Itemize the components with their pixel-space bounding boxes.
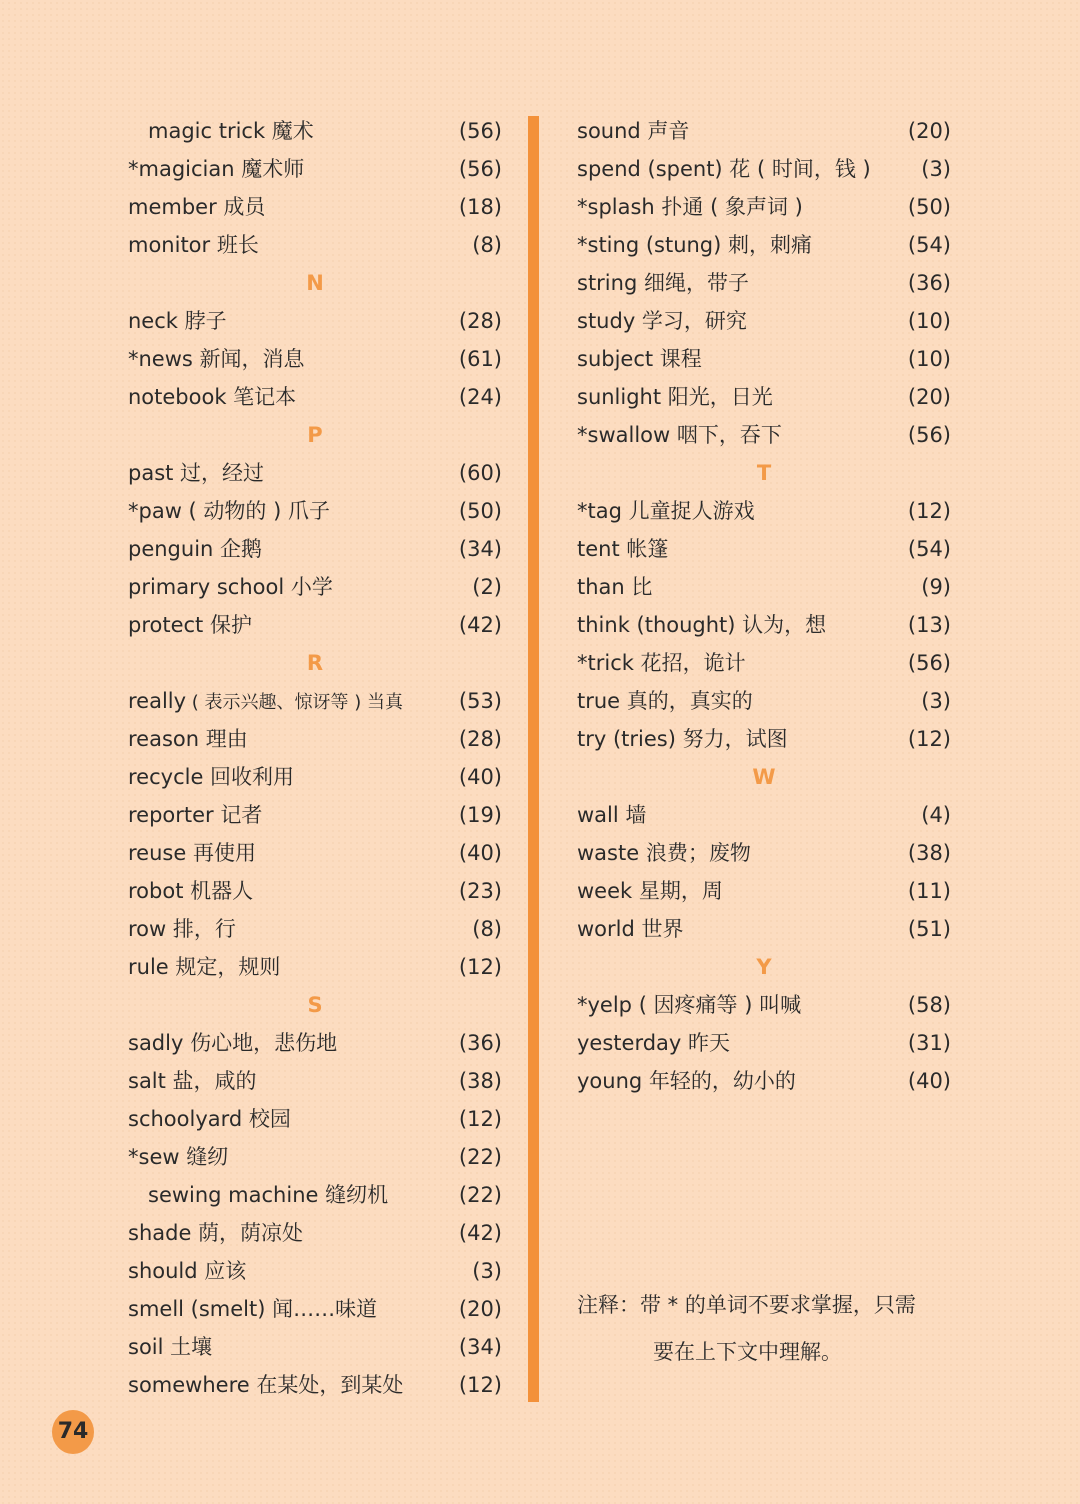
glossary-entry xyxy=(577,416,951,454)
entry-term: world 世界 xyxy=(577,917,684,941)
entry-word xyxy=(577,112,689,150)
glossary-entry xyxy=(577,112,951,150)
entry-term: schoolyard 校园 xyxy=(128,1107,291,1131)
entry-word xyxy=(128,758,294,796)
entry-page-ref: (50) xyxy=(458,499,502,523)
entry-word xyxy=(128,1214,303,1252)
entry-word xyxy=(577,150,871,188)
glossary-entry xyxy=(128,1328,502,1366)
entry-term: primary school 小学 xyxy=(128,575,333,599)
entry-term: young 年轻的，幼小的 xyxy=(577,1069,796,1093)
entry-term: magic trick 魔术 xyxy=(148,119,314,143)
column-divider xyxy=(528,116,539,1402)
glossary-entry xyxy=(577,834,951,872)
glossary-entry xyxy=(577,188,951,226)
entry-term: string 细绳，带子 xyxy=(577,271,749,295)
glossary-entry xyxy=(577,530,951,568)
section-letter: R xyxy=(306,651,324,675)
entry-word xyxy=(577,302,747,340)
footnote-line-1: 注释：带 * 的单词不要求掌握，只需 xyxy=(577,1293,916,1317)
entry-page-ref: (61) xyxy=(458,347,502,371)
entry-page-ref: (34) xyxy=(458,1335,502,1359)
entry-term: row 排，行 xyxy=(128,917,236,941)
glossary-entry xyxy=(577,644,951,682)
entry-term: *magician 魔术师 xyxy=(128,157,305,181)
entry-word xyxy=(128,530,262,568)
entry-word xyxy=(128,492,330,530)
entry-page-ref: (12) xyxy=(907,499,951,523)
entry-word xyxy=(577,986,801,1024)
entry-word xyxy=(577,872,723,910)
entry-term: really xyxy=(128,689,187,713)
entry-page-ref: (10) xyxy=(907,347,951,371)
entry-term: past 过，经过 xyxy=(128,461,265,485)
entry-word xyxy=(128,872,253,910)
glossary-entry xyxy=(128,188,502,226)
entry-page-ref: (42) xyxy=(458,1221,502,1245)
glossary-entry xyxy=(128,378,502,416)
entry-page-ref: (40) xyxy=(458,841,502,865)
entry-page-ref: (18) xyxy=(458,195,502,219)
entry-word xyxy=(577,1024,730,1062)
entry-page-ref: (22) xyxy=(458,1145,502,1169)
entry-term: should 应该 xyxy=(128,1259,247,1283)
entry-word xyxy=(128,1366,403,1404)
entry-page-ref: (60) xyxy=(458,461,502,485)
entry-page-ref: (3) xyxy=(472,1259,502,1283)
glossary-entry xyxy=(128,606,502,644)
entry-term: week 星期，周 xyxy=(577,879,723,903)
entry-term: protect 保护 xyxy=(128,613,252,637)
glossary-entry xyxy=(128,1062,502,1100)
entry-term: *tag 儿童捉人游戏 xyxy=(577,499,755,523)
entry-term: smell (smelt) 闻……味道 xyxy=(128,1297,378,1321)
entry-word xyxy=(128,606,252,644)
entry-term: wall 墙 xyxy=(577,803,647,827)
entry-page-ref: (40) xyxy=(458,765,502,789)
entry-word xyxy=(577,530,668,568)
entry-word xyxy=(128,340,305,378)
entry-page-ref: (12) xyxy=(458,1107,502,1131)
entry-word xyxy=(128,796,262,834)
entry-term: recycle 回收利用 xyxy=(128,765,295,789)
glossary-entry xyxy=(128,492,502,530)
entry-word xyxy=(128,1138,228,1176)
entry-word xyxy=(128,568,333,606)
entry-term: notebook 笔记本 xyxy=(128,385,297,409)
entry-word xyxy=(577,644,746,682)
glossary-entry xyxy=(128,1252,502,1290)
entry-word xyxy=(577,378,773,416)
glossary-entry xyxy=(577,986,951,1024)
glossary-entry xyxy=(577,720,951,758)
entry-page-ref: (50) xyxy=(907,195,951,219)
entry-page-ref: (42) xyxy=(458,613,502,637)
entry-page-ref: (12) xyxy=(907,727,951,751)
glossary-entry xyxy=(577,302,951,340)
glossary-entry xyxy=(577,1024,951,1062)
glossary-entry xyxy=(128,226,502,264)
entry-term: *trick 花招，诡计 xyxy=(577,651,746,675)
glossary-entry xyxy=(128,834,502,872)
entry-page-ref: (38) xyxy=(907,841,951,865)
entry-page-ref: (38) xyxy=(458,1069,502,1093)
glossary-entry xyxy=(128,682,502,720)
entry-page-ref: (23) xyxy=(458,879,502,903)
entry-term: salt 盐，咸的 xyxy=(128,1069,257,1093)
entry-page-ref: (56) xyxy=(458,119,502,143)
entry-page-ref: (11) xyxy=(907,879,951,903)
entry-page-ref: (12) xyxy=(458,955,502,979)
entry-page-ref: (51) xyxy=(907,917,951,941)
glossary-entry xyxy=(577,150,951,188)
entry-term: sound 声音 xyxy=(577,119,690,143)
entry-term: somewhere 在某处，到某处 xyxy=(128,1373,404,1397)
entry-word xyxy=(577,910,684,948)
glossary-entry xyxy=(577,910,951,948)
entry-page-ref: (2) xyxy=(472,575,502,599)
entry-word xyxy=(128,1024,337,1062)
entry-page-ref: (36) xyxy=(458,1031,502,1055)
glossary-entry xyxy=(128,340,502,378)
entry-term: think (thought) 认为，想 xyxy=(577,613,827,637)
entry-word xyxy=(128,302,227,340)
glossary-entry xyxy=(577,340,951,378)
entry-term: rule 规定，规则 xyxy=(128,955,281,979)
entry-page-ref: (19) xyxy=(458,803,502,827)
glossary-entry xyxy=(128,150,502,188)
entry-word xyxy=(577,720,788,758)
entry-page-ref: (3) xyxy=(921,157,951,181)
glossary-entry xyxy=(128,1024,502,1062)
glossary-entry xyxy=(577,378,951,416)
entry-page-ref: (20) xyxy=(458,1297,502,1321)
left-column xyxy=(128,112,502,1404)
glossary-entry xyxy=(577,492,951,530)
glossary-entry xyxy=(128,1176,502,1214)
entry-page-ref: (28) xyxy=(458,727,502,751)
entry-word xyxy=(128,150,304,188)
entry-word xyxy=(577,568,652,606)
entry-page-ref: (10) xyxy=(907,309,951,333)
entry-word xyxy=(577,340,702,378)
entry-term: shade 荫，荫凉处 xyxy=(128,1221,304,1245)
section-letter: Y xyxy=(756,955,772,979)
entry-word xyxy=(128,226,259,264)
section-letter: W xyxy=(752,765,776,789)
entry-term: *news 新闻，消息 xyxy=(128,347,305,371)
entry-term: soil 土壤 xyxy=(128,1335,213,1359)
entry-word xyxy=(128,378,296,416)
entry-word xyxy=(128,720,248,758)
entry-word xyxy=(128,834,256,872)
entry-page-ref: (31) xyxy=(907,1031,951,1055)
glossary-entry xyxy=(128,1100,502,1138)
glossary-entry xyxy=(128,530,502,568)
entry-term: monitor 班长 xyxy=(128,233,259,257)
entry-term: waste 浪费；废物 xyxy=(577,841,751,865)
entry-page-ref: (56) xyxy=(458,157,502,181)
entry-page-ref: (54) xyxy=(907,537,951,561)
entry-term: true 真的，真实的 xyxy=(577,689,753,713)
glossary-entry xyxy=(577,1062,951,1100)
entry-word xyxy=(577,226,812,264)
glossary-entry xyxy=(128,1138,502,1176)
glossary-entry xyxy=(577,872,951,910)
entry-word xyxy=(128,1252,246,1290)
entry-page-ref: (9) xyxy=(921,575,951,599)
glossary-entry xyxy=(128,720,502,758)
entry-page-ref: (3) xyxy=(921,689,951,713)
entry-page-ref: (24) xyxy=(458,385,502,409)
glossary-entry xyxy=(128,454,502,492)
entry-word xyxy=(128,682,403,722)
entry-word xyxy=(128,188,265,226)
glossary-entry xyxy=(128,568,502,606)
glossary-entry xyxy=(128,948,502,986)
entry-term: reason 理由 xyxy=(128,727,248,751)
entry-page-ref: (34) xyxy=(458,537,502,561)
page-number-badge: 74 xyxy=(52,1410,94,1454)
entry-word xyxy=(577,264,749,302)
entry-page-ref: (56) xyxy=(907,423,951,447)
entry-term: yesterday 昨天 xyxy=(577,1031,731,1055)
right-column xyxy=(577,112,951,1100)
entry-word xyxy=(577,188,803,226)
glossary-entry xyxy=(577,682,951,720)
entry-term: *sting (stung) 刺，刺痛 xyxy=(577,233,813,257)
section-letter: S xyxy=(307,993,323,1017)
glossary-entry xyxy=(577,226,951,264)
entry-page-ref: (28) xyxy=(458,309,502,333)
glossary-entry xyxy=(128,112,502,150)
entry-term: *swallow 咽下，吞下 xyxy=(577,423,782,447)
glossary-entry xyxy=(577,606,951,644)
entry-page-ref: (13) xyxy=(907,613,951,637)
entry-word-note: ( 表示兴趣、惊讶等 ) 当真 xyxy=(186,692,403,713)
section-letter: T xyxy=(756,461,772,485)
entry-word xyxy=(577,834,751,872)
section-letter: N xyxy=(306,271,324,295)
entry-word xyxy=(128,1290,377,1328)
entry-word xyxy=(128,1328,212,1366)
entry-word xyxy=(128,454,264,492)
entry-term: study 学习，研究 xyxy=(577,309,747,333)
entry-term: sadly 伤心地，悲伤地 xyxy=(128,1031,338,1055)
entry-term: member 成员 xyxy=(128,195,266,219)
glossary-entry xyxy=(577,568,951,606)
glossary-entry xyxy=(128,1214,502,1252)
entry-word xyxy=(148,1176,388,1214)
entry-term: spend (spent) 花 ( 时间，钱 ) xyxy=(577,157,871,181)
glossary-entry xyxy=(128,872,502,910)
entry-term: reuse 再使用 xyxy=(128,841,256,865)
entry-page-ref: (58) xyxy=(907,993,951,1017)
entry-term: *paw ( 动物的 ) 爪子 xyxy=(128,499,330,523)
entry-word xyxy=(128,948,280,986)
entry-page-ref: (4) xyxy=(921,803,951,827)
entry-word xyxy=(577,492,755,530)
glossary-entry xyxy=(128,796,502,834)
entry-page-ref: (20) xyxy=(907,385,951,409)
entry-page-ref: (22) xyxy=(458,1183,502,1207)
entry-term: *sew 缝纫 xyxy=(128,1145,229,1169)
entry-page-ref: (20) xyxy=(907,119,951,143)
entry-page-ref: (8) xyxy=(472,233,502,257)
entry-term: sunlight 阳光，日光 xyxy=(577,385,773,409)
entry-term: try (tries) 努力，试图 xyxy=(577,727,788,751)
entry-word xyxy=(577,606,826,644)
entry-word xyxy=(577,416,782,454)
entry-word xyxy=(148,112,314,150)
entry-word xyxy=(128,1100,291,1138)
entry-page-ref: (36) xyxy=(907,271,951,295)
glossary-entry xyxy=(128,758,502,796)
entry-term: sewing machine 缝纫机 xyxy=(148,1183,389,1207)
entry-word xyxy=(577,1062,796,1100)
entry-term: neck 脖子 xyxy=(128,309,227,333)
glossary-entry xyxy=(577,796,951,834)
entry-page-ref: (54) xyxy=(907,233,951,257)
entry-page-ref: (12) xyxy=(458,1373,502,1397)
entry-word xyxy=(128,910,236,948)
entry-term: robot 机器人 xyxy=(128,879,254,903)
section-letter: P xyxy=(307,423,323,447)
entry-term: subject 课程 xyxy=(577,347,702,371)
entry-page-ref: (8) xyxy=(472,917,502,941)
entry-term: *splash 扑通 ( 象声词 ) xyxy=(577,195,803,219)
entry-term: penguin 企鹅 xyxy=(128,537,263,561)
glossary-entry xyxy=(577,264,951,302)
entry-page-ref: (40) xyxy=(907,1069,951,1093)
entry-word xyxy=(128,1062,257,1100)
glossary-entry xyxy=(128,302,502,340)
entry-word xyxy=(577,682,753,720)
footnote-line-2: 要在上下文中理解。 xyxy=(653,1340,842,1364)
entry-word xyxy=(577,796,646,834)
entry-term: *yelp ( 因疼痛等 ) 叫喊 xyxy=(577,993,802,1017)
glossary-entry xyxy=(128,1366,502,1404)
entry-term: tent 帐篷 xyxy=(577,537,669,561)
entry-term: reporter 记者 xyxy=(128,803,263,827)
entry-term: than 比 xyxy=(577,575,653,599)
entry-page-ref: (56) xyxy=(907,651,951,675)
glossary-entry xyxy=(128,910,502,948)
footnote xyxy=(577,1282,916,1376)
glossary-entry xyxy=(128,1290,502,1328)
entry-page-ref: (53) xyxy=(458,689,502,713)
